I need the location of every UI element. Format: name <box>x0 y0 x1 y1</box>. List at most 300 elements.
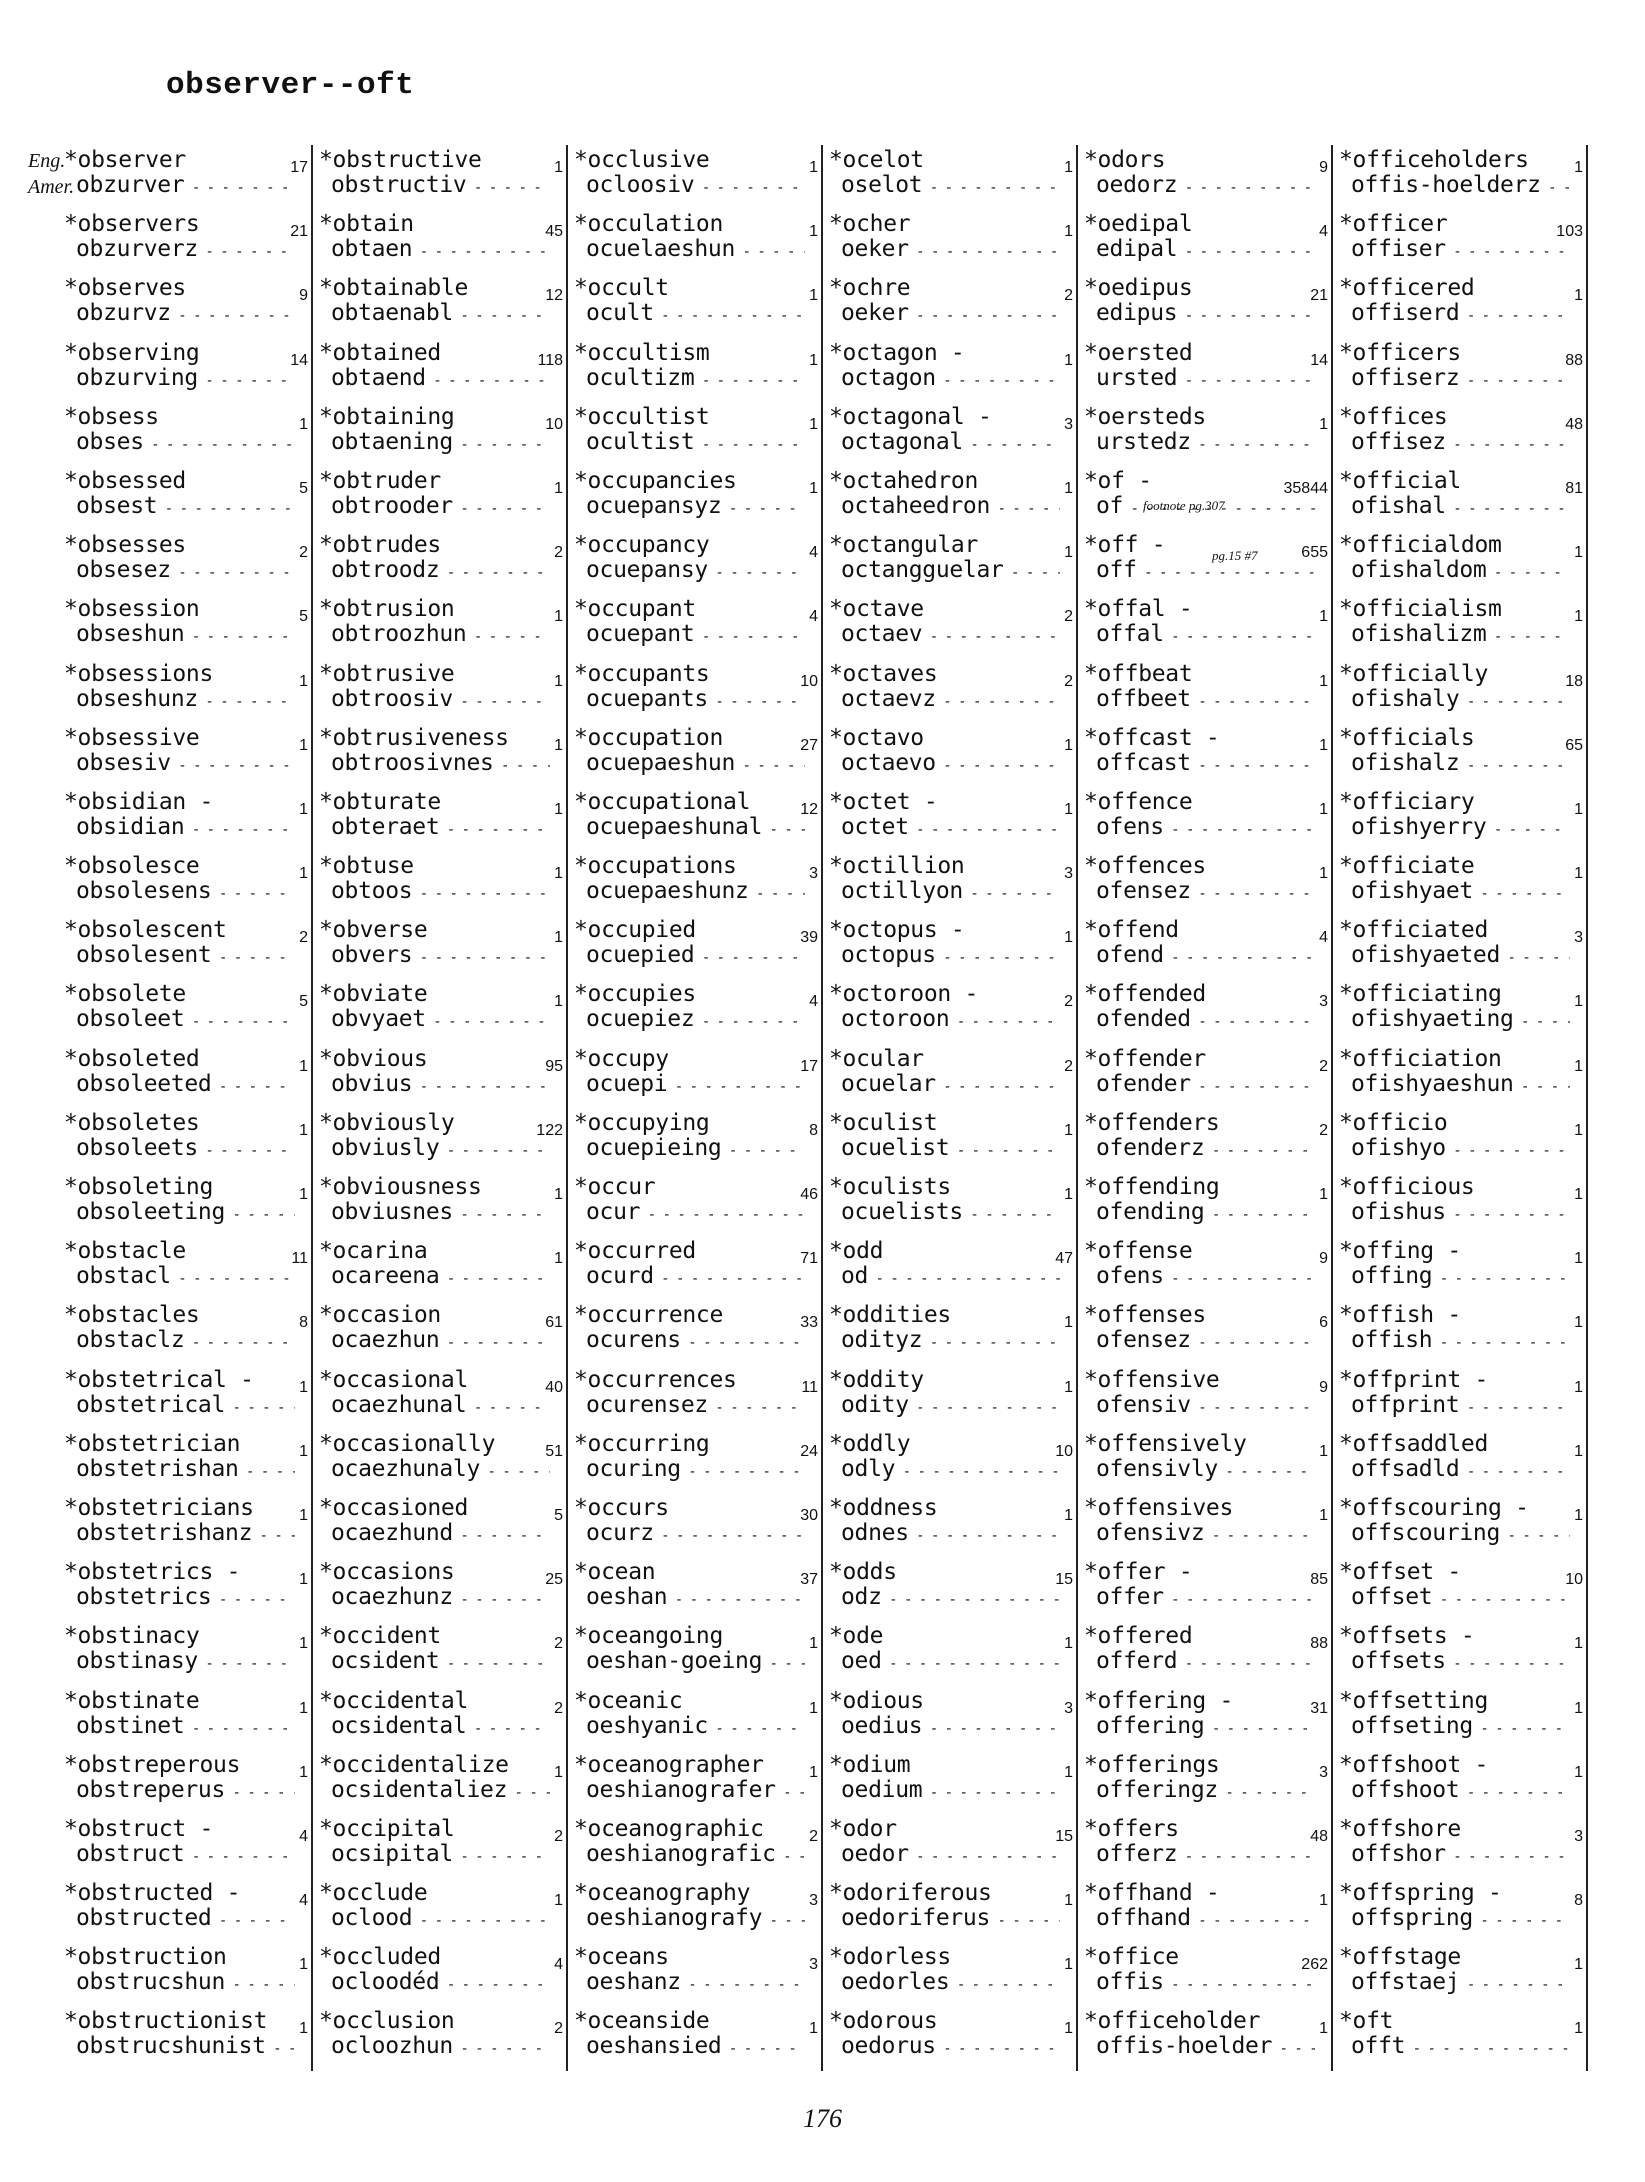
entry-spelling: octaheedron - - - <box>829 494 1060 522</box>
entry-count: 1 <box>1574 1442 1583 1460</box>
entry-count: 1 <box>1064 544 1073 562</box>
entry-word: *occupancy <box>574 532 710 559</box>
entry-spelling: obvius - - - <box>319 1072 550 1100</box>
entry-word: *obtain <box>319 211 414 238</box>
entry-word: *offensively <box>1084 1430 1247 1457</box>
entry-spelling: ofender - - - <box>1084 1072 1315 1100</box>
entry-word: *obsoleting <box>64 1174 214 1200</box>
entry-count: 1 <box>1064 929 1073 947</box>
entry-spelling: odz - - - <box>829 1585 1060 1613</box>
entry-word: *occipital <box>319 1815 455 1842</box>
entry-word: *obviously <box>319 1109 455 1136</box>
entry-count: 95 <box>545 1057 563 1075</box>
entry-word: *occupies <box>574 981 696 1008</box>
entry-spelling: obvyaet - - - <box>319 1007 550 1035</box>
entry-count: 6 <box>1319 1314 1328 1332</box>
entry-word: *occupation <box>574 724 724 751</box>
entry-word: *oddly <box>829 1430 911 1457</box>
entry-count: 4 <box>1319 929 1328 947</box>
dictionary-entry <box>58 1493 311 1557</box>
entry-count: 33 <box>800 1314 818 1332</box>
entry-count: 2 <box>299 544 308 562</box>
entry-count: 1 <box>299 1635 308 1653</box>
entry-word: *officiate <box>1339 853 1475 880</box>
entry-count: 1 <box>1064 351 1073 369</box>
entry-spelling: offprint - - - <box>1339 1393 1570 1421</box>
entry-word: *obtained <box>319 339 441 366</box>
dictionary-entry <box>1333 1044 1586 1108</box>
entry-spelling: obstrucshun - - - <box>64 1970 295 1998</box>
entry-count: 1 <box>1574 1956 1583 1974</box>
english-label: Eng. <box>28 150 66 172</box>
entry-word: *odors <box>1084 147 1166 173</box>
entry-spelling: offiserd - - - <box>1339 301 1570 329</box>
entry-count: 1 <box>1319 2020 1328 2038</box>
dictionary-entry <box>823 1814 1076 1878</box>
dictionary-entry <box>568 1878 821 1942</box>
entry-count: 15 <box>1055 1571 1073 1589</box>
entry-spelling: octagonal - - - <box>829 430 1060 458</box>
dictionary-entry <box>1333 1814 1586 1878</box>
entry-count: 4 <box>299 1892 308 1910</box>
entry-spelling: ofens - - - <box>1084 815 1315 843</box>
entry-word: *ocelot <box>829 147 924 173</box>
entry-count: 1 <box>1064 736 1073 754</box>
entry-count: 18 <box>1565 672 1583 690</box>
entry-word: *obstructive <box>319 147 482 173</box>
entry-spelling: offseting - - - <box>1339 1714 1570 1742</box>
entry-spelling: ocultist - - - <box>574 430 805 458</box>
dictionary-entry <box>1333 1493 1586 1557</box>
entry-word: *offing - <box>1339 1238 1461 1265</box>
entry-count: 1 <box>1574 800 1583 818</box>
entry-spelling: oclood - - - <box>319 1906 550 1934</box>
entry-word: *obsoleted <box>64 1045 200 1072</box>
entry-spelling: odity - - - <box>829 1393 1060 1421</box>
entry-word: *oddity <box>829 1366 924 1393</box>
entry-spelling: ocurz - - - <box>574 1521 805 1549</box>
dictionary-entry <box>1078 1557 1331 1621</box>
entry-count: 1 <box>1319 1506 1328 1524</box>
entry-count: 2 <box>1064 672 1073 690</box>
entry-spelling: obsolesent - - - <box>64 943 295 971</box>
entry-spelling: oedium - - - <box>829 1778 1060 1806</box>
entry-spelling: ofensez - - - <box>1084 879 1315 907</box>
entry-word: *obsolete <box>64 981 186 1008</box>
entry-spelling: obvers - - - <box>319 943 550 971</box>
dictionary-entry <box>313 1686 566 1750</box>
entry-count: 2 <box>1064 608 1073 626</box>
dictionary-entry <box>1078 979 1331 1043</box>
entry-spelling: urstedz - - - <box>1084 430 1315 458</box>
entry-count: 3 <box>1064 1699 1073 1717</box>
dictionary-entry <box>823 1365 1076 1429</box>
entry-spelling: obzurverz - - - <box>64 237 295 265</box>
dictionary-entry <box>1078 915 1331 979</box>
entry-count: 81 <box>1565 479 1583 497</box>
entry-count: 1 <box>809 479 818 497</box>
entry-spelling: obtroodz - - - <box>319 558 550 586</box>
dictionary-entry <box>1078 1044 1331 1108</box>
entry-spelling: oeshan - - - <box>574 1585 805 1613</box>
dictionary-entry <box>823 209 1076 273</box>
entry-count: 10 <box>1565 1571 1583 1589</box>
dictionary-entry <box>823 466 1076 530</box>
dictionary-entry <box>313 787 566 851</box>
entry-count: 1 <box>299 736 308 754</box>
entry-count: 1 <box>1064 1378 1073 1396</box>
entry-spelling: offspring - - - <box>1339 1906 1570 1934</box>
entry-count: 1 <box>1574 2020 1583 2038</box>
entry-word: *occupant <box>574 596 696 623</box>
entry-spelling: oedius - - - <box>829 1714 1060 1742</box>
entry-spelling: offcast - - - <box>1084 751 1315 779</box>
dictionary-entry <box>1078 1236 1331 1300</box>
entry-count: 25 <box>545 1571 563 1589</box>
entry-spelling: ocult - - - <box>574 301 805 329</box>
dictionary-entry <box>1078 1750 1331 1814</box>
dictionary-entry <box>313 723 566 787</box>
dictionary-entry <box>1078 1108 1331 1172</box>
entry-word: *occultist <box>574 403 710 430</box>
entry-count: 1 <box>554 672 563 690</box>
entry-count: 1 <box>809 2020 818 2038</box>
dictionary-entry <box>58 466 311 530</box>
column-6 <box>1333 145 1588 2071</box>
entry-word: *oceanographic <box>574 1815 764 1842</box>
american-label: Amer. <box>28 176 75 198</box>
entry-spelling: obstetrishan - - - <box>64 1457 295 1485</box>
entry-word: *octangular <box>829 532 979 559</box>
entry-spelling: ofensiv - - - <box>1084 1393 1315 1421</box>
entry-count: 5 <box>554 1506 563 1524</box>
entry-count: 1 <box>1064 1314 1073 1332</box>
entry-count: 4 <box>809 608 818 626</box>
entry-count: 1 <box>1574 159 1583 176</box>
entry-spelling: obstetrics - - - <box>64 1585 295 1613</box>
entry-count: 5 <box>299 608 308 626</box>
entry-word: *occupational <box>574 788 751 815</box>
entry-word: *oceangoing <box>574 1623 724 1650</box>
entry-word: *octet - <box>829 788 938 815</box>
dictionary-entry <box>568 145 821 209</box>
dictionary-entry <box>1078 787 1331 851</box>
entry-spelling: obses - - - <box>64 430 295 458</box>
entry-spelling: offshor - - - <box>1339 1842 1570 1870</box>
entry-word: *occurring <box>574 1430 710 1457</box>
entry-spelling: offset - - - <box>1339 1585 1570 1613</box>
entry-count: 88 <box>1310 1635 1328 1653</box>
dictionary-entry <box>1078 659 1331 723</box>
entry-count: 2 <box>1319 1057 1328 1075</box>
entry-word: *ocean <box>574 1559 656 1586</box>
dictionary-entry <box>1333 402 1586 466</box>
entry-spelling: octaevo - - - <box>829 751 1060 779</box>
dictionary-entry <box>58 1044 311 1108</box>
entry-word: *officious <box>1339 1174 1475 1200</box>
entry-word: *obsesses <box>64 532 186 559</box>
entry-count: 4 <box>554 1956 563 1974</box>
entry-word: *odd <box>829 1238 884 1265</box>
footnote-of: footnote pg.307 <box>1143 498 1225 513</box>
entry-spelling: offstaej - - - <box>1339 1970 1570 1998</box>
entry-count: 9 <box>1319 159 1328 176</box>
entry-word: *occasion <box>319 1302 441 1329</box>
entry-spelling: octoroon - - - <box>829 1007 1060 1035</box>
entry-word: *offhand - <box>1084 1880 1220 1907</box>
dictionary-entry <box>313 1108 566 1172</box>
entry-word: *offence <box>1084 788 1193 815</box>
dictionary-entry <box>58 1108 311 1172</box>
dictionary-entry <box>823 1621 1076 1685</box>
entry-count: 35844 <box>1283 479 1328 497</box>
entry-count: 14 <box>290 351 308 369</box>
dictionary-entry <box>1078 1365 1331 1429</box>
entry-spelling: obsesez - - - <box>64 558 295 586</box>
dictionary-entry <box>58 1814 311 1878</box>
dictionary-entry <box>1333 1942 1586 2006</box>
dictionary-entry <box>1333 466 1586 530</box>
entry-word: *oedipal <box>1084 211 1193 238</box>
dictionary-entry <box>823 851 1076 915</box>
dictionary-entry <box>568 1108 821 1172</box>
column-3 <box>568 145 823 2071</box>
dictionary-entry <box>313 273 566 337</box>
dictionary-entry <box>313 851 566 915</box>
dictionary-entry <box>823 723 1076 787</box>
entry-spelling: odityz - - - <box>829 1328 1060 1356</box>
entry-word: *occupants <box>574 660 710 687</box>
entry-spelling: offiser - - - <box>1339 237 1570 265</box>
dictionary-entry <box>1078 1172 1331 1236</box>
dictionary-entry <box>1333 1750 1586 1814</box>
entry-word: *oceanside <box>574 2008 710 2035</box>
dictionary-entry <box>313 402 566 466</box>
dictionary-entry <box>1333 1429 1586 1493</box>
entry-word: *obtrusive <box>319 660 455 687</box>
entry-word: *odium <box>829 1751 911 1778</box>
dictionary-entry <box>1333 979 1586 1043</box>
entry-spelling: ocurensez - - - <box>574 1393 805 1421</box>
entry-spelling: obtaend - - - <box>319 366 550 394</box>
entry-spelling: ocaezhunz - - - <box>319 1585 550 1613</box>
entry-spelling: obstinasy - - - <box>64 1649 295 1677</box>
entry-word: *obtrudes <box>319 532 441 559</box>
entry-count: 1 <box>1574 1186 1583 1203</box>
dictionary-entry <box>58 787 311 851</box>
entry-word: *obstreperous <box>64 1751 241 1778</box>
dictionary-entry <box>58 530 311 594</box>
entry-count: 2 <box>554 544 563 562</box>
dictionary-entry <box>568 273 821 337</box>
entry-spelling: obseshun - - - <box>64 622 295 650</box>
dictionary-entry <box>568 1493 821 1557</box>
entry-spelling: ocuepansyz - - - <box>574 494 805 522</box>
dictionary-entry <box>58 1300 311 1364</box>
entry-word: *officered <box>1339 275 1475 302</box>
entry-word: *odor <box>829 1815 897 1842</box>
entry-spelling: oeshianografy - - - <box>574 1906 805 1934</box>
entry-word: *octave <box>829 596 924 623</box>
entry-spelling: ofenderz - - - <box>1084 1136 1315 1164</box>
entry-word: *obtainable <box>319 275 469 302</box>
dictionary-entry <box>1333 659 1586 723</box>
entry-spelling: oeker - - - <box>829 301 1060 329</box>
dictionary-entry <box>1078 273 1331 337</box>
dictionary-entry <box>823 1236 1076 1300</box>
entry-spelling: ofensez - - - <box>1084 1328 1315 1356</box>
entry-word: *of - <box>1084 467 1152 494</box>
dictionary-entry <box>1078 402 1331 466</box>
entry-word: *occasions <box>319 1559 455 1586</box>
dictionary-entry <box>58 402 311 466</box>
entry-word: *odorless <box>829 1944 951 1971</box>
entry-count: 48 <box>1310 1827 1328 1845</box>
dictionary-entry <box>58 851 311 915</box>
entry-word: *officials <box>1339 724 1475 751</box>
dictionary-entry <box>1078 2006 1331 2070</box>
dictionary-entry <box>1333 209 1586 273</box>
entry-spelling: ocsipital - - - <box>319 1842 550 1870</box>
entry-spelling: obviusly - - - <box>319 1136 550 1164</box>
column-5 <box>1078 145 1333 2071</box>
entry-count: 11 <box>291 1250 308 1268</box>
entry-count: 2 <box>554 1699 563 1717</box>
dictionary-entry <box>823 1557 1076 1621</box>
entry-spelling: obsolesens - - - <box>64 879 295 907</box>
entry-word: *officially <box>1339 660 1489 687</box>
entry-spelling: offbeet - - - <box>1084 687 1315 715</box>
entry-spelling: oeshianografic - - - <box>574 1842 805 1870</box>
entry-count: 2 <box>1319 1121 1328 1139</box>
entry-spelling: ocsidentaliez - - - <box>319 1778 550 1806</box>
dictionary-entry <box>58 723 311 787</box>
entry-spelling: ofishyaeting - - - <box>1339 1007 1570 1035</box>
entry-word: *obsoletes <box>64 1109 200 1136</box>
entry-count: 1 <box>809 287 818 305</box>
entry-word: *officialism <box>1339 596 1502 623</box>
entry-spelling: ocuepaeshun - - - <box>574 751 805 779</box>
dictionary-entry <box>58 209 311 273</box>
entry-count: 1 <box>554 1892 563 1910</box>
entry-word: *occupying <box>574 1109 710 1136</box>
dictionary-entry <box>1333 851 1586 915</box>
entry-count: 2 <box>554 1827 563 1845</box>
dictionary-entry <box>313 338 566 402</box>
dictionary-entry <box>568 1814 821 1878</box>
entry-word: *obsolescent <box>64 917 227 944</box>
entry-spelling: obsesiv - - - <box>64 751 295 779</box>
entry-spelling: edipus - - - <box>1084 301 1315 329</box>
entry-spelling: obstetrical - - - <box>64 1393 295 1421</box>
entry-word: *oft <box>1339 2008 1394 2035</box>
entry-word: *obtrusiveness <box>319 724 509 751</box>
entry-count: 40 <box>545 1378 563 1396</box>
dictionary-entry <box>568 915 821 979</box>
entry-word: *occasional <box>319 1366 469 1393</box>
entry-count: 39 <box>800 929 818 947</box>
dictionary-entry <box>823 338 1076 402</box>
dictionary-entry <box>823 1686 1076 1750</box>
entry-count: 1 <box>554 608 563 626</box>
entry-word: *obtruder <box>319 467 441 494</box>
entry-spelling: obviusnes - - - <box>319 1200 550 1228</box>
dictionary-entry <box>823 915 1076 979</box>
entry-count: 1 <box>1319 672 1328 690</box>
entry-spelling: oedorles - - - <box>829 1970 1060 1998</box>
dictionary-entry <box>823 787 1076 851</box>
entry-word: *obstructionist <box>64 2008 268 2035</box>
entry-spelling: octagon - - - <box>829 366 1060 394</box>
entry-count: 85 <box>1310 1571 1328 1589</box>
entry-count: 103 <box>1556 223 1583 241</box>
entry-spelling: obtroosiv - - - <box>319 687 550 715</box>
dictionary-entry <box>823 594 1076 658</box>
entry-count: 1 <box>1574 1250 1583 1268</box>
entry-word: *occlude <box>319 1880 428 1907</box>
entry-spelling: obtaen - - - <box>319 237 550 265</box>
entry-spelling: offerz - - - <box>1084 1842 1315 1870</box>
entry-word: *obstetrical - <box>64 1366 254 1393</box>
entry-word: *observes <box>64 275 186 302</box>
entry-spelling: obtrooder - - - <box>319 494 550 522</box>
entry-spelling: ocuepi - - - <box>574 1072 805 1100</box>
dictionary-entry <box>58 273 311 337</box>
entry-word: *officers <box>1339 339 1461 366</box>
entry-count: 31 <box>1310 1699 1328 1717</box>
entry-count: 37 <box>800 1571 818 1589</box>
dictionary-entry <box>1078 338 1331 402</box>
entry-spelling: ocaezhunaly - - - <box>319 1457 550 1485</box>
entry-count: 45 <box>545 223 563 241</box>
entry-word: *oddities <box>829 1302 951 1329</box>
entry-count: 1 <box>1574 1121 1583 1139</box>
entry-word: *offsets - <box>1339 1623 1475 1650</box>
entry-word: *offstage <box>1339 1944 1461 1971</box>
entry-word: *odious <box>829 1687 924 1714</box>
entry-word: *obvious <box>319 1045 428 1072</box>
entry-count: 1 <box>1574 1506 1583 1524</box>
entry-spelling: offiserz - - - <box>1339 366 1570 394</box>
entry-word: *offers <box>1084 1815 1179 1842</box>
entry-count: 1 <box>809 159 818 176</box>
entry-spelling: offhand - - - <box>1084 1906 1315 1934</box>
entry-spelling: ofishalz - - - <box>1339 751 1570 779</box>
entry-count: 48 <box>1565 415 1583 433</box>
footnote-off: pg.15 #7 <box>1212 548 1258 563</box>
entry-count: 1 <box>1574 865 1583 883</box>
entry-word: *obstructed - <box>64 1880 241 1907</box>
entry-spelling: octaevz - - - <box>829 687 1060 715</box>
entry-spelling: ofishyaeshun - - - <box>1339 1072 1570 1100</box>
entry-word: *offscouring - <box>1339 1494 1529 1521</box>
entry-count: 1 <box>1319 800 1328 818</box>
dictionary-entry <box>568 338 821 402</box>
entry-count: 1 <box>1064 1763 1073 1781</box>
entry-word: *obstetrician <box>64 1430 241 1457</box>
entry-word: *ocular <box>829 1045 924 1072</box>
entry-word: *officio <box>1339 1109 1448 1136</box>
entry-spelling: obtroozhun - - - <box>319 622 550 650</box>
entry-word: *offenses <box>1084 1302 1206 1329</box>
entry-spelling: octangguelar - - - <box>829 558 1060 586</box>
dictionary-entry <box>313 979 566 1043</box>
entry-spelling: ofishaly - - - <box>1339 687 1570 715</box>
dictionary-entry <box>823 1172 1076 1236</box>
dictionary-entry <box>568 1621 821 1685</box>
entry-count: 24 <box>800 1442 818 1460</box>
entry-count: 1 <box>1574 1699 1583 1717</box>
